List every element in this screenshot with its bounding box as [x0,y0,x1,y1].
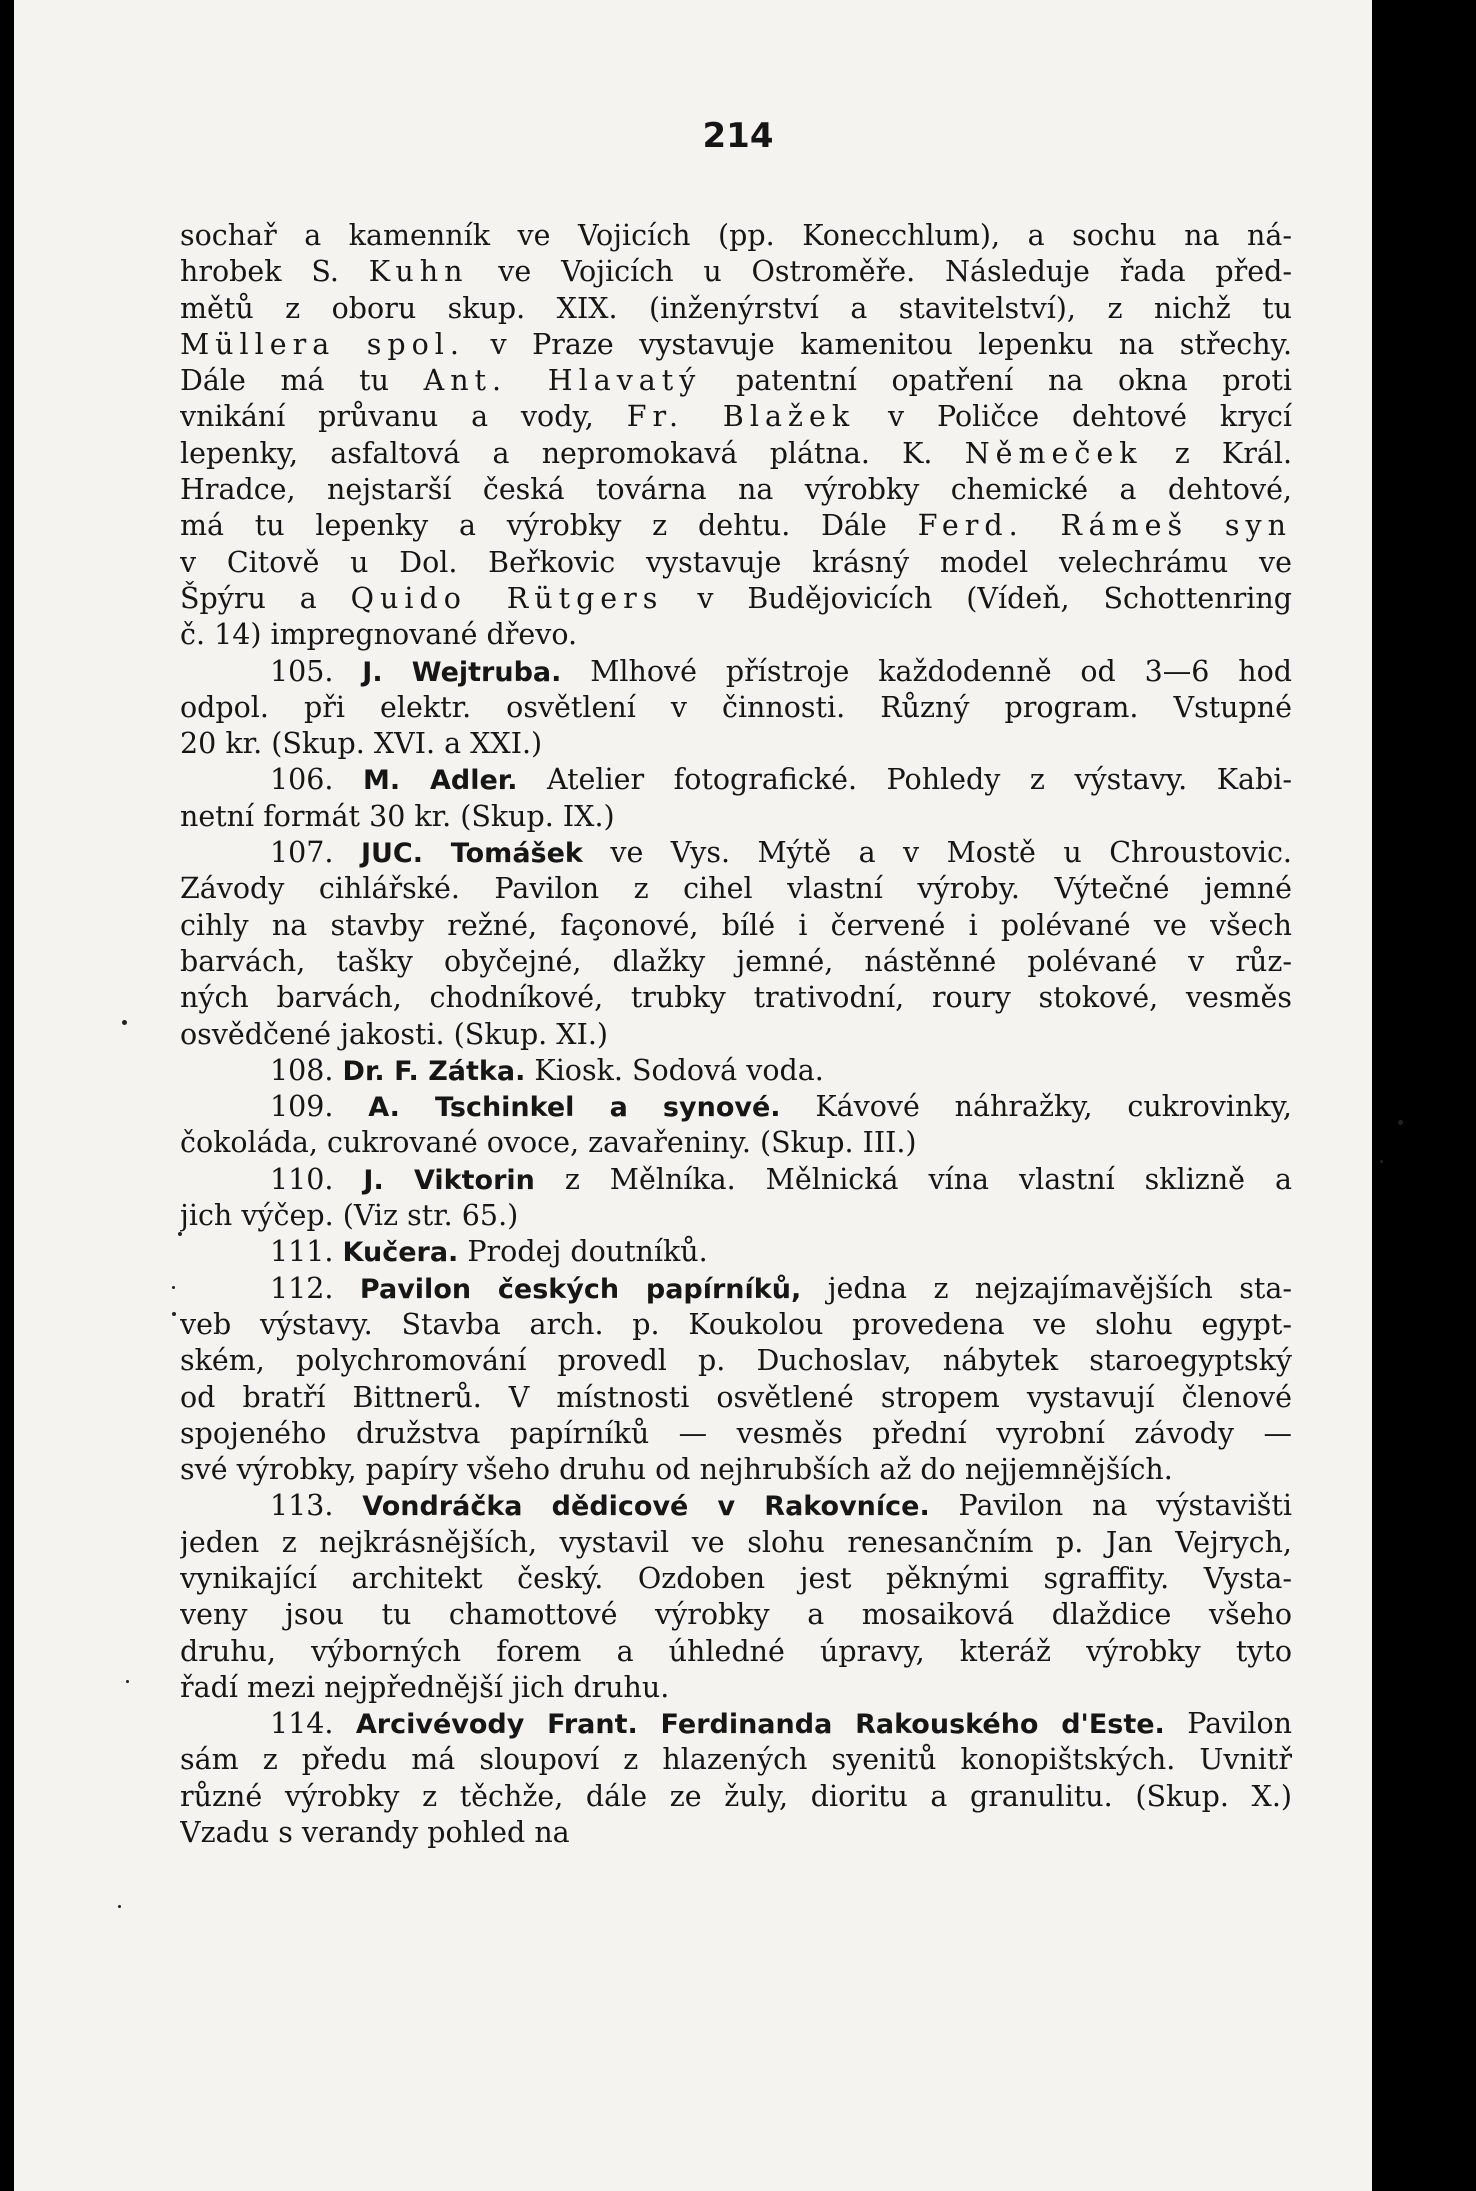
text-run: v Poličce dehtové krycí [855,400,1292,434]
text-run: Dále má tu [180,364,424,398]
text-run: lepenky, asfaltová a nepromokavá plátna. K. [180,436,965,470]
text-line [180,1452,1292,1488]
text-run: v Budějovicích (Vídeň, Schottenring [663,581,1292,615]
entry-number: 111. [270,1235,343,1269]
text-run: vynikající architekt český. Ozdoben jest pěknými sgraffity. Vysta- [180,1561,1292,1595]
text-run: č. 14) impregnované dřevo. [180,618,578,652]
text-line [180,1670,1292,1706]
text-run: veb výstavy. Stavba arch. p. Koukolou provedena ve slohu egypt- [180,1307,1292,1341]
text-run: Kiosk. Sodová voda. [525,1053,824,1087]
text-run: veny jsou tu chamottové výrobky a mosaiková dlaždice všeho [180,1598,1292,1632]
exhibitor-name: Kučera. [342,1237,459,1269]
text-line [180,1779,1292,1815]
scan-speck [172,1312,176,1316]
exhibitor-name: J. Viktorin [363,1164,535,1196]
scan-speck [172,1286,175,1289]
exhibitor-name: J. Wejtruba. [362,656,562,688]
text-run: od bratří Bittnerů. V místnosti osvětlené stropem vystavují členové [180,1380,1292,1414]
text-line [180,1271,1292,1307]
text-run: z Mělníka. Mělnická vína vlastní sklizně a [534,1162,1292,1196]
text-run: jich výčep. (Viz str. 65.) [180,1199,519,1233]
text-line [180,1343,1292,1379]
text-run: 20 kr. (Skup. XVI. a XXI.) [180,727,543,761]
text-run: Prodej doutníků. [458,1235,708,1269]
page-body-text [180,218,1292,1851]
text-line [180,762,1292,798]
text-line [180,1597,1292,1633]
page-number: 214 [702,116,774,156]
text-line [180,1125,1292,1161]
exhibitor-name: M. Adler. [362,765,518,797]
entry-number: 106. [270,763,363,797]
text-line [180,1234,1292,1270]
scan-speck [118,1905,121,1908]
text-line [180,545,1292,581]
text-line [180,218,1292,254]
text-run: různé výrobky z těchže, dále ze žuly, dioritu a granulitu. (Skup. X.) [180,1779,1292,1813]
text-line [180,327,1292,363]
scan-speck [1398,1120,1403,1125]
text-run: hrobek S. [180,255,369,289]
text-run: Vzadu s verandy pohled na [180,1816,570,1850]
spaced-name: Müllera spol. [180,327,465,361]
text-run: Pavilon [1164,1707,1292,1741]
text-line [180,1706,1292,1742]
text-line [180,690,1292,726]
text-run: sochař a kamenník ve Vojicích (pp. Konecchlum), a sochu na ná- [180,219,1292,252]
scan-speck [1380,1160,1383,1163]
exhibitor-name: A. Tschinkel a synové. [368,1092,781,1124]
entry-number: 110. [270,1162,364,1196]
text-line [180,1525,1292,1561]
text-line [180,254,1292,290]
spaced-name: Kuhn [368,255,469,289]
scan-speck [122,1020,127,1025]
text-line [180,1561,1292,1597]
text-run: Pavilon na výstavišti [929,1489,1292,1523]
text-run: ných barvách, chodníkové, trubky trativodní, roury stokové, vesměs [180,981,1292,1015]
text-line [180,835,1292,871]
scan-speck [178,1232,182,1236]
text-line [180,1488,1292,1524]
text-run: Hradce, nejstarší česká továrna na výrobky chemické a dehtové, [180,473,1292,507]
text-run: jedna z nejzajímavějších sta- [801,1271,1292,1305]
entry-number: 105. [270,654,363,688]
text-line [180,871,1292,907]
text-line [180,654,1292,690]
scan-speck [126,1680,129,1683]
text-run: odpol. při elektr. osvětlení v činnosti. Různý program. Vstupné [180,690,1292,724]
text-run: netní formát 30 kr. (Skup. IX.) [180,799,615,833]
text-run: spojeného družstva papírníků — vesměs přední vyrobní závody — [180,1416,1292,1450]
text-line [180,726,1292,762]
text-line [180,1416,1292,1452]
text-run: v Praze vystavuje kamenitou lepenku na střechy. [464,327,1292,361]
spaced-name: Ferd. Rámeš syn [917,509,1292,543]
text-line [180,1307,1292,1343]
text-run: v Citově u Dol. Beřkovic vystavuje krásný model velechrámu ve [180,545,1292,579]
text-line [180,908,1292,944]
text-line [180,1053,1292,1089]
text-line [180,1815,1292,1851]
entry-number: 112. [270,1271,360,1305]
exhibitor-name: Dr. F. Zátka. [342,1055,526,1087]
spaced-name: Němeček [964,436,1143,470]
exhibitor-name: JUC. Tomášek [360,838,583,870]
text-line [180,980,1292,1016]
text-run: patentní opatření na okna proti [701,364,1292,398]
text-line [180,1742,1292,1778]
text-line [180,399,1292,435]
exhibitor-name: Vondráčka dědicové v Rakovníce. [362,1491,930,1523]
exhibitor-name: Pavilon českých papírníků, [359,1273,802,1305]
entry-number: 114. [270,1707,356,1741]
entry-number: 107. [270,836,361,870]
text-run: Atelier fotografické. Pohledy z výstavy. Kabi- [517,763,1292,797]
text-run: z Král. [1142,436,1292,470]
text-run: Závody cihlářské. Pavilon z cihel vlastní výroby. Výtečné jemné [180,872,1292,906]
text-run: barvách, tašky obyčejné, dlažky jemné, nástěnné polévané v růz- [180,944,1292,978]
text-line [180,944,1292,980]
text-line [180,581,1292,617]
text-run: Mlhové přístroje každodenně od 3—6 hod [561,654,1292,688]
text-run: druhu, výborných forem a úhledné úpravy, kteráž výrobky tyto [180,1634,1292,1668]
spaced-name: Fr. Blažek [626,400,856,434]
text-line [180,436,1292,472]
text-line [180,508,1292,544]
text-line [180,1198,1292,1234]
text-run: ve Vojicích u Ostroměře. Následuje řada před- [468,255,1292,289]
text-run: osvědčené jakosti. (Skup. XI.) [180,1017,609,1051]
text-line [180,472,1292,508]
text-run: ském, polychromování provedl p. Duchoslav, nábytek staroegyptský [180,1344,1292,1378]
text-run: Špýru a [180,581,351,615]
scan-border-right [1372,0,1476,2191]
text-run: jeden z nejkrásnějších, vystavil ve slohu renesančním p. Jan Vejrych, [180,1525,1292,1559]
entry-number: 113. [270,1489,363,1523]
text-line [180,1634,1292,1670]
text-run: čokoláda, cukrované ovoce, zavařeniny. (Skup. III.) [180,1126,917,1160]
spaced-name: Ant. Hlavatý [423,364,702,398]
spaced-name: Quido Rütgers [350,581,664,615]
text-line [180,1162,1292,1198]
text-line [180,1089,1292,1125]
text-run: mětů z oboru skup. XIX. (inženýrství a stavitelství), z nichž tu [180,291,1292,325]
text-run: své výrobky, papíry všeho druhu od nejhrubších až do nejjemnějších. [180,1453,1173,1487]
text-run: ve Vys. Mýtě a v Mostě u Chroustovic. [582,836,1292,870]
text-run: má tu lepenky a výrobky z dehtu. Dále [180,509,918,543]
text-line [180,617,1292,653]
text-line [180,1380,1292,1416]
entry-number: 108. [270,1053,343,1087]
text-run: řadí mezi nejpřednější jich druhu. [180,1670,670,1704]
text-line [180,1017,1292,1053]
text-run: Kávové náhražky, cukrovinky, [780,1090,1292,1124]
text-line [180,363,1292,399]
text-run: sám z předu má sloupoví z hlazených syenitů konopištských. Uvnitř [180,1743,1292,1777]
exhibitor-name: Arcivévody Frant. Ferdinanda Rakouského d'Este. [355,1709,1165,1741]
text-line [180,291,1292,327]
entry-number: 109. [270,1090,369,1124]
text-line [180,799,1292,835]
text-run: vnikání průvanu a vody, [180,400,627,434]
text-run: cihly na stavby režné, façonové, bílé i červené i polévané ve všech [180,908,1292,942]
